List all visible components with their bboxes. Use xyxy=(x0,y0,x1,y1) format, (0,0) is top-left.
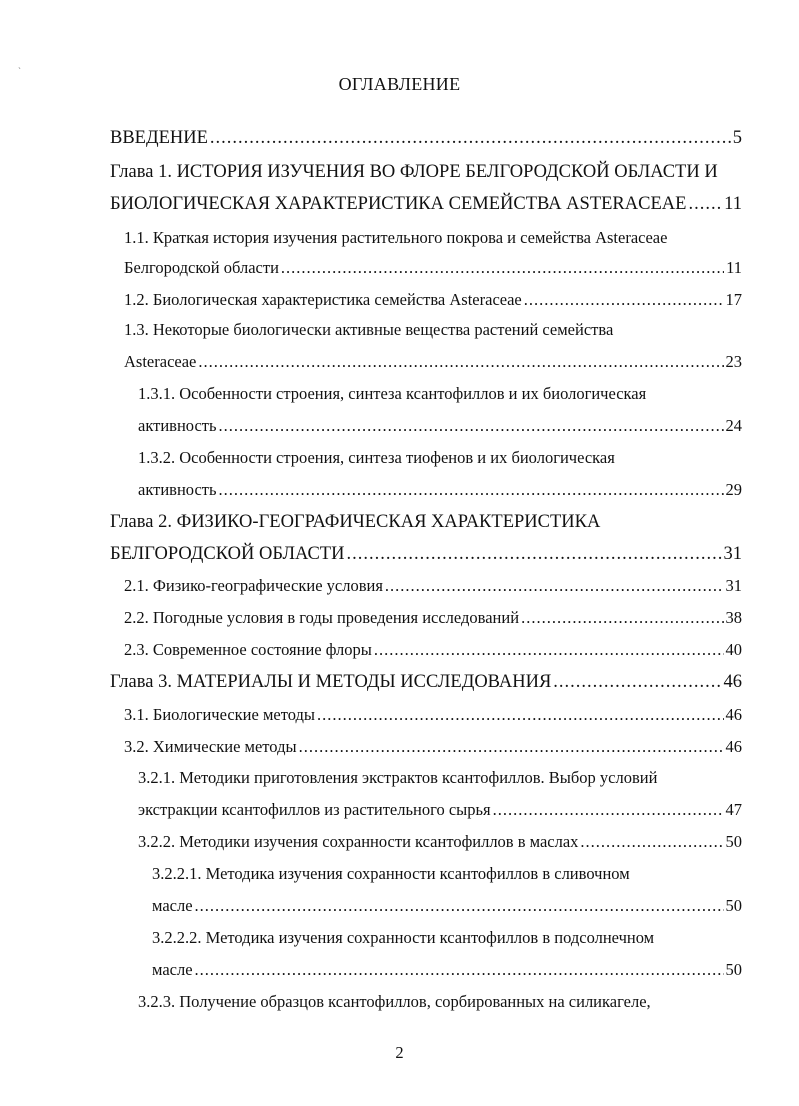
toc-page-number: 50 xyxy=(725,896,742,915)
toc-entry-text: ВВЕДЕНИЕ xyxy=(110,128,208,148)
toc-page-number: 50 xyxy=(725,832,742,851)
page-number: 2 xyxy=(395,1043,404,1062)
toc-entry-chapter-3[interactable] xyxy=(110,670,742,694)
toc-entry-chapter-1-cont[interactable] xyxy=(110,192,742,216)
dot-leader xyxy=(493,798,724,822)
toc-entry-text: Глава 3. МАТЕРИАЛЫ И МЕТОДЫ ИССЛЕДОВАНИЯ xyxy=(110,672,552,692)
toc-page-number: 31 xyxy=(723,544,742,564)
toc-page-number: 40 xyxy=(725,640,742,659)
toc-entry-1-3-1-cont[interactable] xyxy=(138,414,742,438)
toc-entry-text: 1.2. Биологическая характеристика семейства Asteraceae xyxy=(124,290,522,309)
toc-entry-1-1-cont[interactable] xyxy=(124,256,742,280)
dot-leader xyxy=(195,894,724,918)
toc-entry-1-3[interactable] xyxy=(124,318,742,342)
toc-entry-1-3-1[interactable] xyxy=(138,382,742,406)
toc-entry-3-2-2-2[interactable] xyxy=(152,926,742,950)
toc-entry-1-3-cont[interactable] xyxy=(124,350,742,374)
toc-entry-text: Asteraceae xyxy=(124,352,197,371)
toc-entry-text: БЕЛГОРОДСКОЙ ОБЛАСТИ xyxy=(110,544,345,564)
toc-entry-3-2-2[interactable] xyxy=(138,830,742,854)
toc-entry-text: 3.2. Химические методы xyxy=(124,737,297,756)
toc-entry-text: 1.1. Краткая история изучения растительного покрова и семейства Asteraceae xyxy=(124,228,668,247)
toc-entry-text: 1.3. Некоторые биологически активные вещества растений семейства xyxy=(124,320,614,339)
toc-entry-2-3[interactable] xyxy=(124,638,742,662)
toc-entry-text: активность xyxy=(138,416,217,435)
toc-entry-text: Глава 1. ИСТОРИЯ ИЗУЧЕНИЯ ВО ФЛОРЕ БЕЛГОРОДСКОЙ ОБЛАСТИ И xyxy=(110,162,718,182)
toc-page-number: 31 xyxy=(725,576,742,595)
toc-entry-1-3-2[interactable] xyxy=(138,446,742,470)
toc-entry-chapter-1[interactable] xyxy=(110,160,742,184)
toc-entry-text: 3.2.3. Получение образцов ксантофиллов, сорбированных на силикагеле, xyxy=(138,992,651,1011)
toc-entry-text: экстракции ксантофиллов из растительного сырья xyxy=(138,800,491,819)
toc-entry-intro[interactable] xyxy=(110,126,742,150)
toc-page-number: 5 xyxy=(732,128,742,148)
toc-page-number: 47 xyxy=(725,800,742,819)
toc-entry-text: 3.2.2.2. Методика изучения сохранности ксантофиллов в подсолнечном xyxy=(152,928,655,947)
toc-title: ОГЛАВЛЕНИЕ xyxy=(338,74,461,94)
toc-entry-3-2-1[interactable] xyxy=(138,766,742,790)
toc-entry-1-2[interactable] xyxy=(124,288,742,312)
toc-entry-text: БИОЛОГИЧЕСКАЯ ХАРАКТЕРИСТИКА СЕМЕЙСТВА ASTERACEAE xyxy=(110,194,687,214)
dot-leader xyxy=(580,830,723,854)
toc-entry-text: 3.1. Биологические методы xyxy=(124,705,315,724)
toc-entry-text: 3.2.1. Методики приготовления экстрактов ксантофиллов. Выбор условий xyxy=(138,768,658,787)
toc-entry-3-2-2-2-cont[interactable] xyxy=(152,958,742,982)
toc-entry-chapter-2[interactable] xyxy=(110,510,742,534)
dot-leader xyxy=(346,542,721,566)
toc-page-number: 46 xyxy=(723,672,742,692)
toc-page-number: 23 xyxy=(725,352,742,371)
dot-leader xyxy=(219,478,724,502)
toc-page-number: 50 xyxy=(725,960,742,979)
toc-entry-text: Белгородской области xyxy=(124,258,279,277)
toc-entry-3-2[interactable] xyxy=(124,735,742,759)
toc-page-number: 46 xyxy=(725,737,742,756)
scan-speck: ˋ xyxy=(18,66,21,76)
toc-entry-2-2[interactable] xyxy=(124,606,742,630)
dot-leader xyxy=(688,192,722,216)
toc-entry-3-2-3[interactable] xyxy=(138,990,742,1014)
dot-leader xyxy=(195,958,724,982)
toc-entry-text: 1.3.2. Особенности строения, синтеза тиофенов и их биологическая xyxy=(138,448,615,467)
toc-entry-text: 2.1. Физико-географические условия xyxy=(124,576,383,595)
dot-leader xyxy=(219,414,724,438)
toc-entry-1-3-2-cont[interactable] xyxy=(138,478,742,502)
toc-page-number: 11 xyxy=(724,194,742,214)
toc-entry-text: Глава 2. ФИЗИКО-ГЕОГРАФИЧЕСКАЯ ХАРАКТЕРИСТИКА xyxy=(110,512,601,532)
toc-page-number: 17 xyxy=(725,290,742,309)
toc-entry-3-2-2-1[interactable] xyxy=(152,862,742,886)
toc-entry-text: 2.3. Современное состояние флоры xyxy=(124,640,372,659)
toc-entry-text: 2.2. Погодные условия в годы проведения исследований xyxy=(124,608,520,627)
toc-entry-1-1[interactable] xyxy=(124,226,742,250)
toc-entry-text: масле xyxy=(152,960,193,979)
toc-entry-text: активность xyxy=(138,480,217,499)
toc-page-number: 38 xyxy=(725,608,742,627)
dot-leader xyxy=(299,735,724,759)
toc-page-number: 24 xyxy=(725,416,742,435)
toc-entry-text: 3.2.2. Методики изучения сохранности ксантофиллов в маслах xyxy=(138,832,579,851)
dot-leader xyxy=(281,256,724,280)
dot-leader xyxy=(374,638,724,662)
toc-page-number: 11 xyxy=(726,258,742,277)
toc-entry-text: 3.2.2.1. Методика изучения сохранности ксантофиллов в сливочном xyxy=(152,864,630,883)
toc-entry-text: 1.3.1. Особенности строения, синтеза ксантофиллов и их биологическая xyxy=(138,384,647,403)
dot-leader xyxy=(385,574,724,598)
dot-leader xyxy=(317,703,724,727)
dot-leader xyxy=(553,670,721,694)
toc-entry-3-2-2-1-cont[interactable] xyxy=(152,894,742,918)
toc-entry-text: масле xyxy=(152,896,193,915)
toc-page-number: 46 xyxy=(725,705,742,724)
dot-leader xyxy=(198,350,723,374)
toc-entry-chapter-2-cont[interactable] xyxy=(110,542,742,566)
toc-entry-2-1[interactable] xyxy=(124,574,742,598)
dot-leader xyxy=(210,126,731,150)
dot-leader xyxy=(521,606,723,630)
toc-entry-3-2-1-cont[interactable] xyxy=(138,798,742,822)
dot-leader xyxy=(524,288,724,312)
toc-entry-3-1[interactable] xyxy=(124,703,742,727)
toc-page-number: 29 xyxy=(725,480,742,499)
